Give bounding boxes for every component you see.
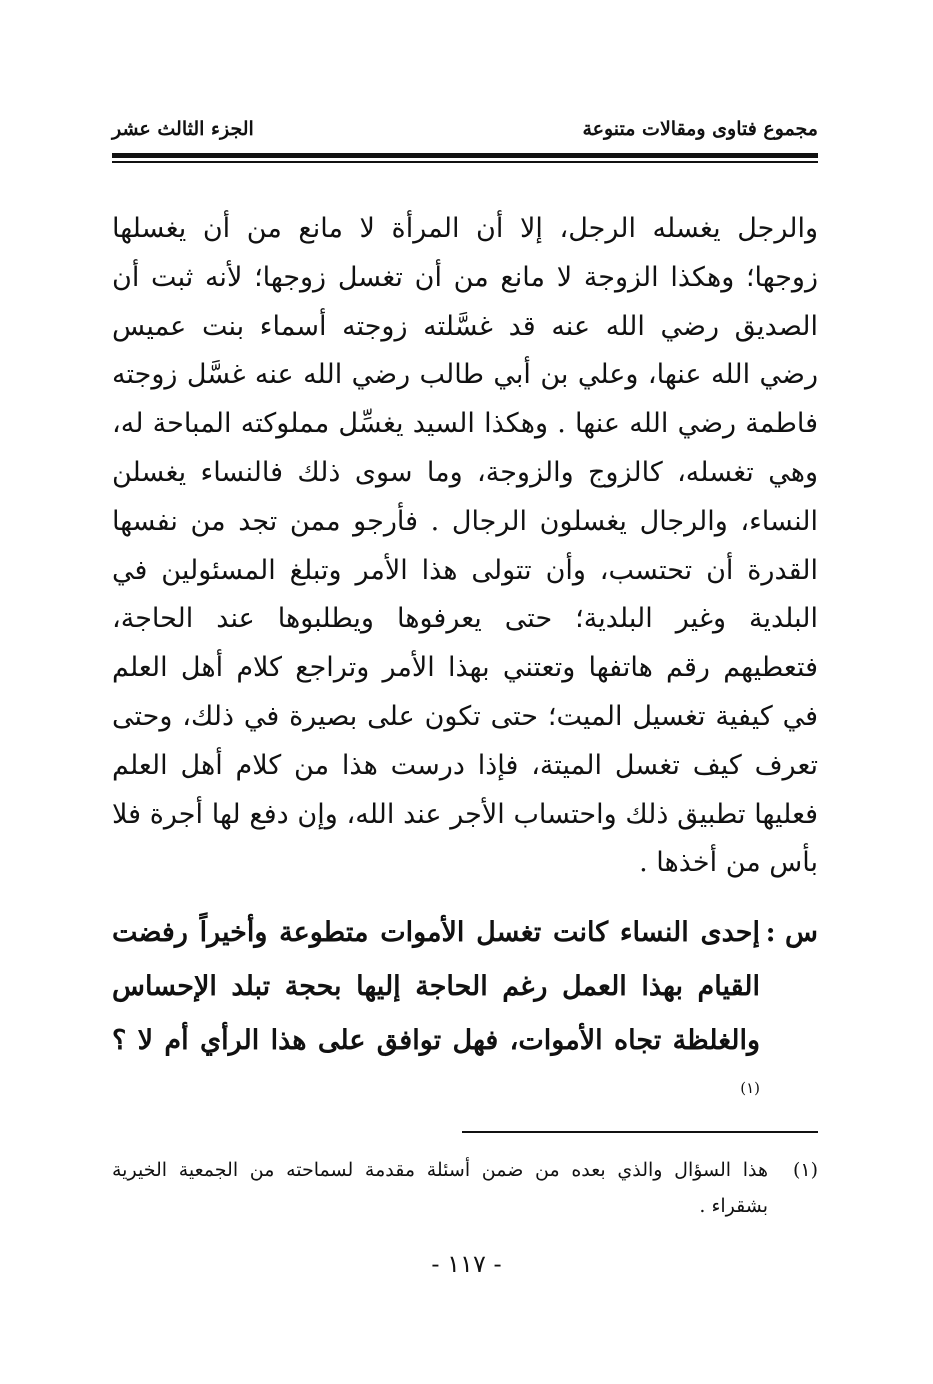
running-header [112,118,818,150]
footnote-reference: (١) [740,1079,760,1097]
page-number: - ١١٧ - [431,1250,502,1278]
question-body [112,906,760,1122]
book-title: مجموع فتاوى ومقالات متنوعة [582,118,818,140]
header-rule-thick [112,153,818,158]
volume-title: الجزء الثالث عشر [112,118,254,140]
footnote-separator [462,1131,818,1133]
question-text: إحدى النساء كانت تغسل الأموات متطوعة وأخيراً رفضت القيام بهذا العمل رغم الحاجة إليها بحجة تبلد الإحساس والغلظة تجاه الأموات، فهل توافق على هذا الرأي أم لا ؟ [112,917,760,1056]
header-rule-thin [112,161,818,163]
footnote-number: (١) [792,1159,818,1181]
body-paragraph: والرجل يغسله الرجل، إلا أن المرأة لا مانع من أن يغسلها زوجها؛ وهكذا الزوجة لا مانع من أن تغسل زوجها؛ لأنه ثبت أن الصديق رضي الله عنه قد غسَّلته زوجته أسماء بنت عميس رضي الله عنها، وعلي بن أبي طالب رضي الله عنه غسَّل زوجته فاطمة رضي الله عنها . وهكذا السيد يغسِّل مملوكته المباحة له، وهي تغسله، كالزوج والزوجة، وما سوى ذلك فالنساء يغسلن النساء، والرجال يغسلون الرجال . فأرجو ممن تجد من نفسها القدرة أن تحتسب، وأن تتولى هذا الأمر وتبلغ المسئولين في البلدية وغير البلدية؛ حتى يعرفوها ويطلبوها عند الحاجة، فتعطيهم رقم هاتفها وتعتني بهذا الأمر وتراجع كلام أهل العلم في كيفية تغسيل الميت؛ حتى تكون على بصيرة في ذلك، وحتى تعرف كيف تغسل الميتة، فإذا درست هذا من كلام أهل العلم فعليها تطبيق ذلك واحتساب الأجر عند الله، وإن دفع لها أجرة فلا بأس من أخذها . [112,213,818,879]
question-block [112,906,818,1122]
footnote-text: هذا السؤال والذي بعده من ضمن أسئلة مقدمة لسماحته من الجمعية الخيرية بشقراء . [112,1159,768,1217]
question-marker: س : [765,917,818,948]
footnote [112,1152,818,1224]
